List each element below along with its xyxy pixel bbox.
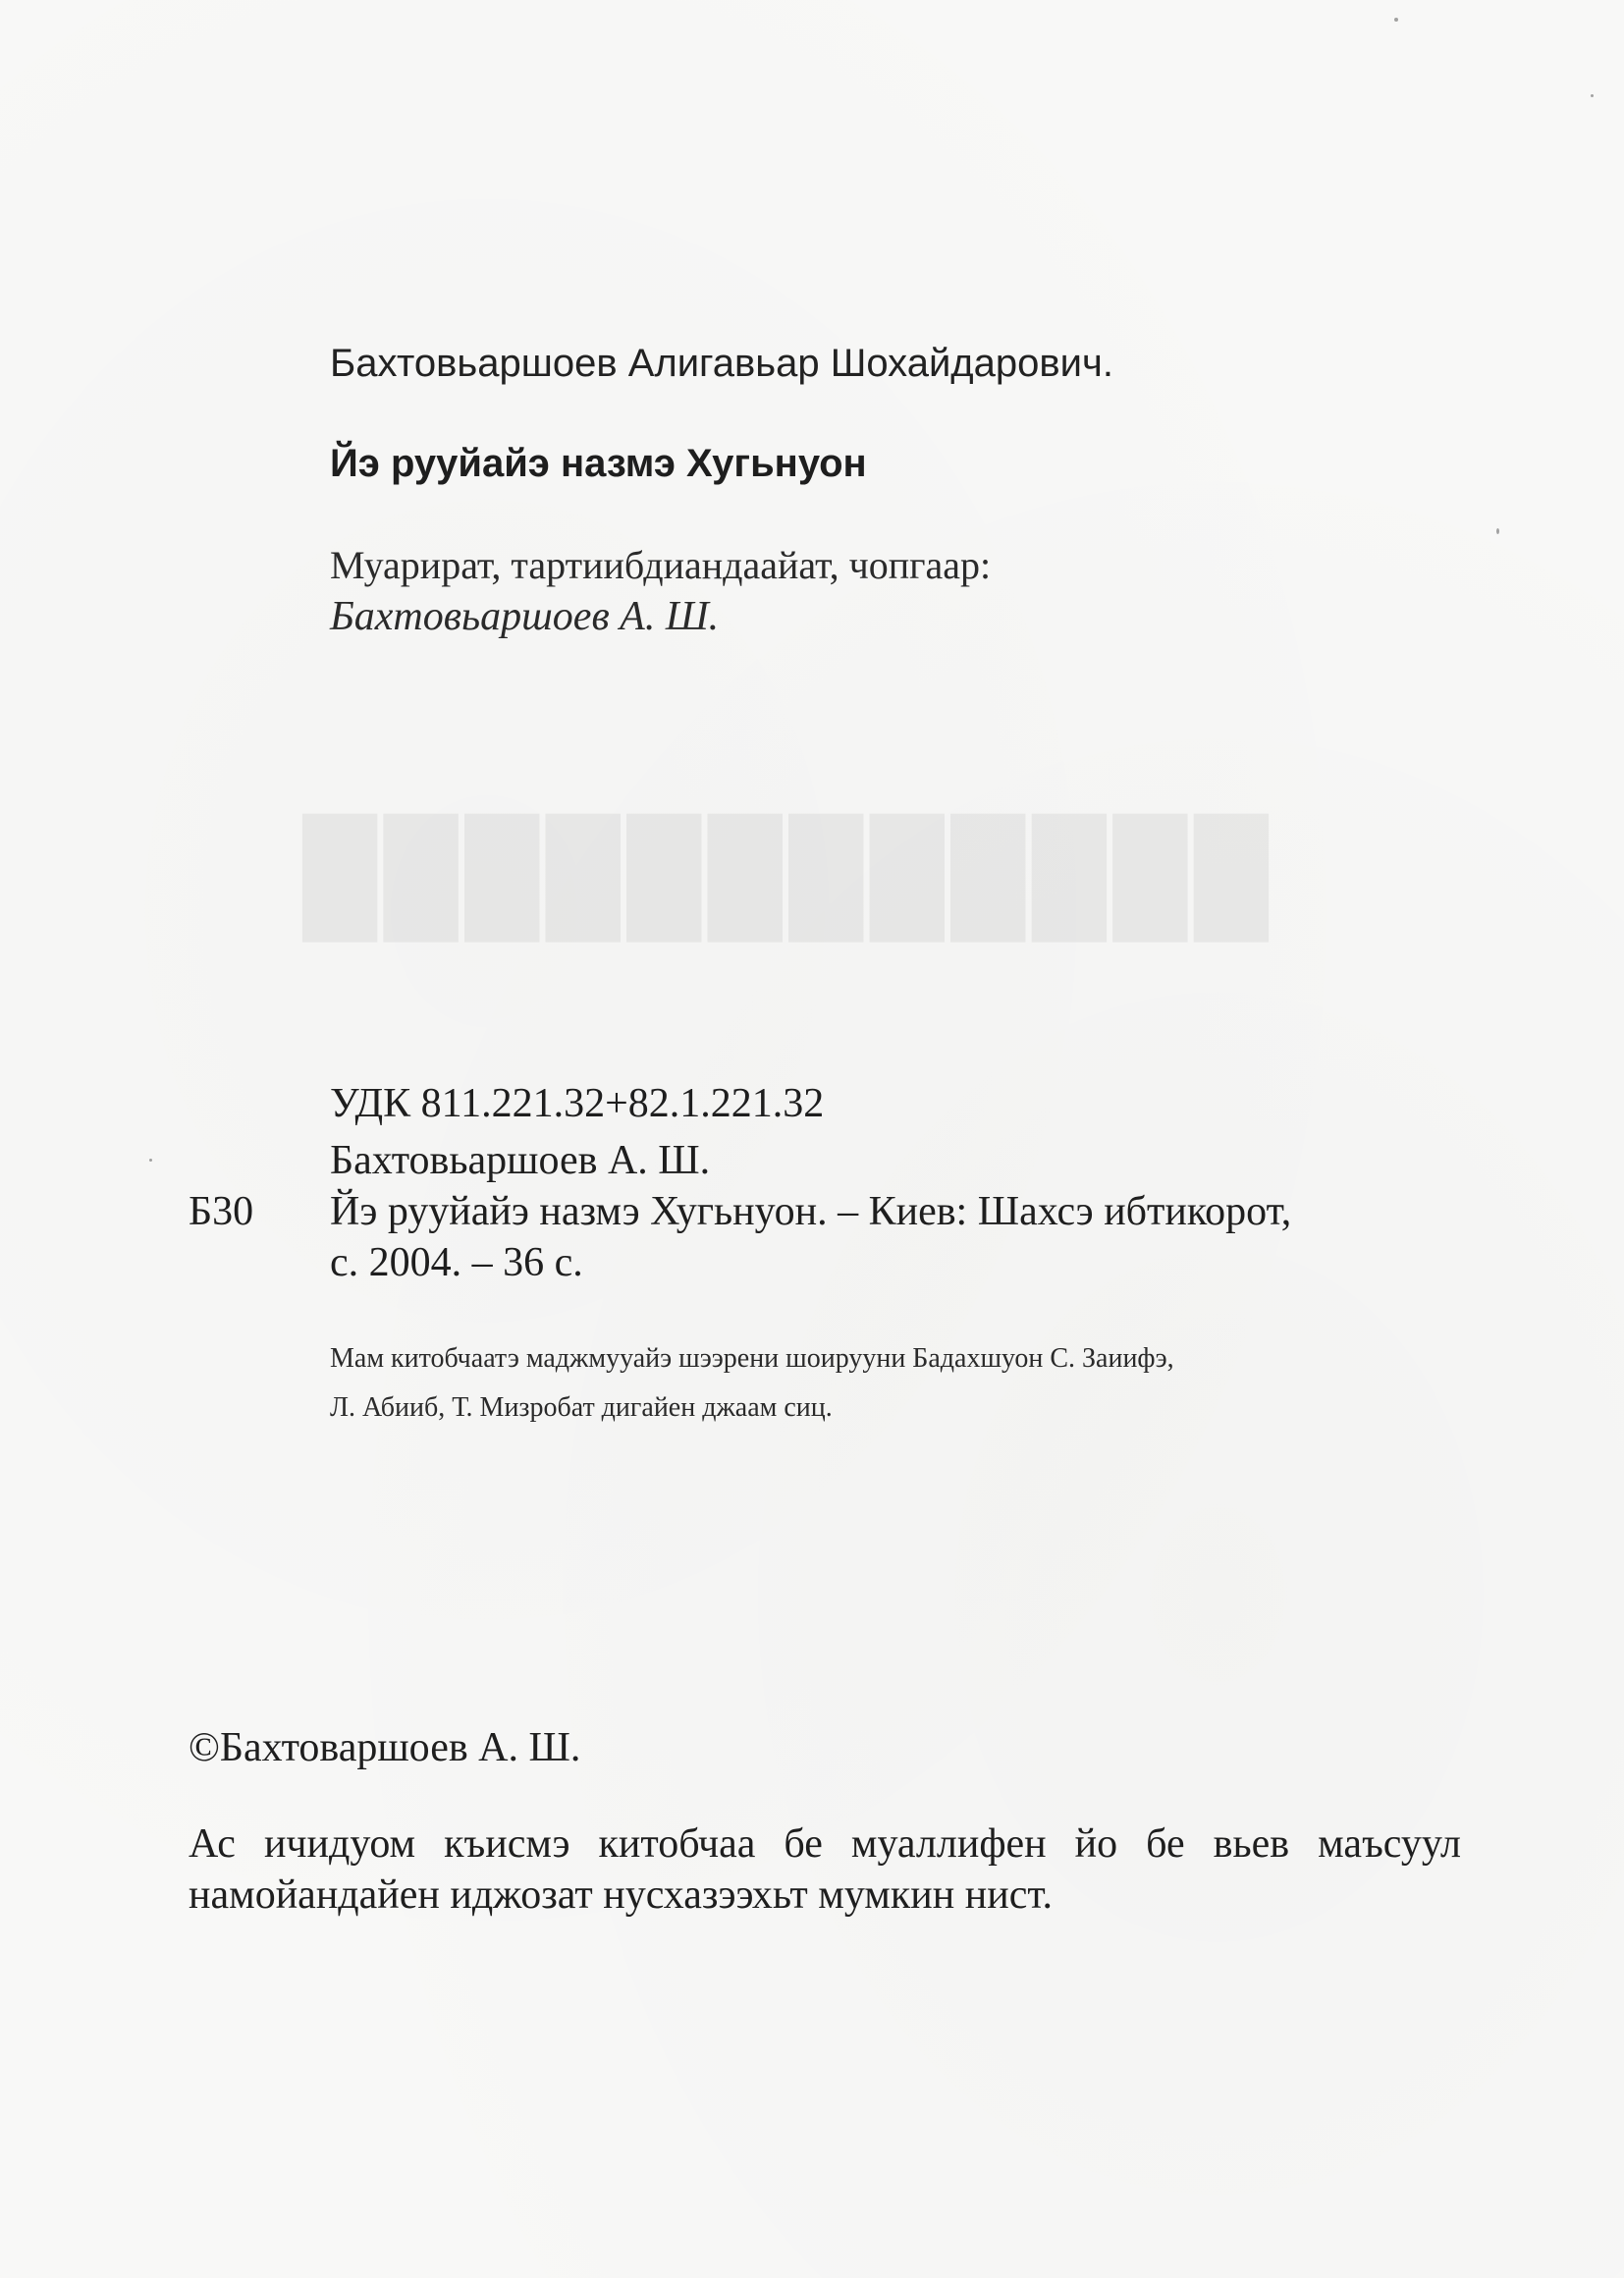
- compiler-role: Муарират, тартиибдиандаайат, чопгаар:: [330, 543, 992, 587]
- scan-speck: [1496, 528, 1499, 534]
- copyright-notice: ©Бахтоваршоев А. Ш.: [189, 1725, 581, 1770]
- scan-speck: [1591, 94, 1594, 97]
- rights-notice-line: Ас ичидуом къисмэ китобчаа бе муаллифен йо бе вьев маъсуул: [189, 1821, 1461, 1867]
- udk-code: УДК 811.221.32+82.1.221.32: [330, 1081, 825, 1126]
- catalog-title-line: Йэ рууйайэ назмэ Хугьнуон. – Киев: Шахсэ ибтикорот,: [330, 1189, 1292, 1234]
- annotation-line: Мам китобчаатэ маджмууайэ шээрени шоирууни Бадахшуон С. Заиифэ,: [330, 1343, 1174, 1374]
- rights-notice: [189, 1818, 1461, 1921]
- author-full-name: Бахтовьаршоев Алигавьар Шохайдарович.: [330, 342, 1113, 385]
- bleed-through-shadow: ████████████: [296, 817, 1270, 934]
- book-title: Йэ рууйайэ назмэ Хугьнуон: [330, 442, 867, 485]
- scan-speck: [1394, 18, 1398, 22]
- compiler-name: Бахтовьаршоев А. Ш.: [330, 594, 720, 639]
- catalog-publication-line: с. 2004. – 36 с.: [330, 1240, 583, 1285]
- catalog-author: Бахтовьаршоев А. Ш.: [330, 1138, 711, 1183]
- catalog-code: Б30: [189, 1189, 254, 1234]
- rights-notice-line: намойандайен иджозат нусхазээхьт мумкин нист.: [189, 1872, 1054, 1918]
- annotation-line: Л. Абииб, Т. Мизробат дигайен джаам сиц.: [330, 1392, 833, 1423]
- scan-speck: [149, 1159, 152, 1162]
